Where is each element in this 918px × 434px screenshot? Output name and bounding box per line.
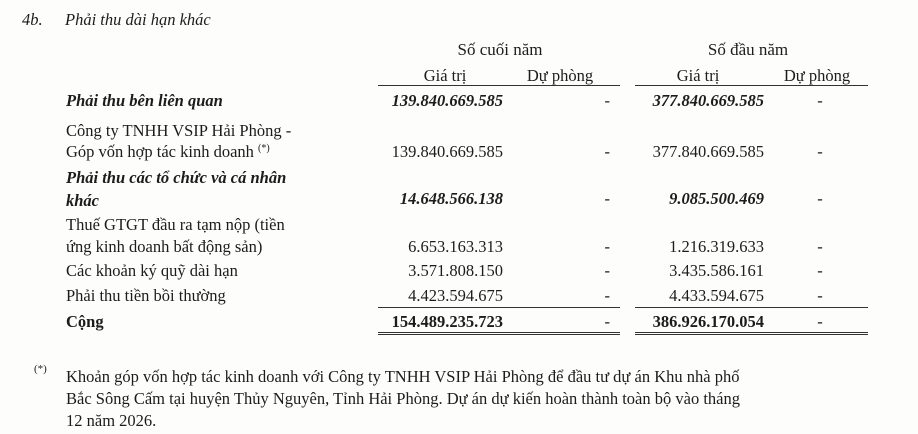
note-mark: (*) [258, 143, 270, 154]
row-label: Các khoản ký quỹ dài hạn [66, 261, 238, 280]
row-begin-provision: - [817, 91, 823, 110]
row-end-value: 14.648.566.138 [399, 189, 503, 208]
row-end-value: 4.423.594.675 [408, 286, 503, 305]
row-begin-value: 377.840.669.585 [652, 142, 764, 161]
row-begin-value: 377.840.669.585 [652, 91, 764, 110]
header-begin-year: Số đầu năm [707, 40, 789, 59]
footnote-mark: (*) [34, 363, 47, 375]
row-end-value: 6.653.163.313 [408, 237, 503, 256]
footnote-line: Khoản góp vốn hợp tác kinh doanh với Công ty TNHH VSIP Hải Phòng để đầu tư dự án Khu nhà phố [66, 367, 740, 386]
row-label-line1: Thuế GTGT đầu ra tạm nộp (tiền [66, 215, 285, 234]
header-underline-begin [635, 85, 868, 86]
row-end-value: 139.840.669.585 [391, 91, 503, 110]
row-begin-value: 3.435.586.161 [669, 261, 764, 280]
header-begin-provision: Dự phòng [783, 66, 851, 85]
header-end-year: Số cuối năm [457, 40, 543, 59]
total-double-line-end [378, 332, 620, 335]
row-label-line2 [66, 142, 270, 162]
section-number: 4b. [22, 10, 43, 29]
row-begin-provision: - [817, 142, 823, 161]
row-label-line2: khác [66, 191, 99, 210]
row-begin-value: 9.085.500.469 [669, 189, 764, 208]
total-end-value: 154.489.235.723 [391, 312, 503, 331]
row-begin-value: 4.433.594.675 [669, 286, 764, 305]
row-label: Góp vốn hợp tác kinh doanh [66, 142, 254, 161]
header-end-provision: Dự phòng [526, 66, 594, 85]
row-label: Phải thu bên liên quan [66, 91, 223, 110]
row-label-line2: ứng kinh doanh bất động sản) [66, 237, 263, 256]
header-end-value: Giá trị [423, 66, 467, 85]
row-end-provision: - [604, 261, 610, 280]
row-label-line1: Công ty TNHH VSIP Hải Phòng - [66, 121, 292, 140]
row-begin-value: 1.216.319.633 [669, 237, 764, 256]
row-end-provision: - [604, 142, 610, 161]
total-begin-value: 386.926.170.054 [652, 312, 764, 331]
row-label: Phải thu tiền bồi thường [66, 286, 226, 305]
footnote-line: 12 năm 2026. [66, 411, 157, 430]
header-begin-value: Giá trị [676, 66, 720, 85]
row-begin-provision: - [817, 286, 823, 305]
row-end-value: 3.571.808.150 [408, 261, 503, 280]
header-underline-end [378, 85, 620, 86]
footnote-line: Bắc Sông Cấm tại huyện Thủy Nguyên, Tỉnh Hải Phòng. Dự án dự kiến hoàn thành toàn bộ vào tháng [66, 389, 740, 408]
total-label: Cộng [66, 312, 104, 331]
row-begin-provision: - [817, 261, 823, 280]
row-end-provision: - [604, 237, 610, 256]
total-end-provision: - [604, 312, 610, 331]
section-title: Phải thu dài hạn khác [65, 10, 211, 29]
row-end-provision: - [604, 189, 610, 208]
row-begin-provision: - [817, 237, 823, 256]
row-end-provision: - [604, 91, 610, 110]
subtotal-line-begin [635, 307, 868, 308]
row-end-provision: - [604, 286, 610, 305]
row-begin-provision: - [817, 189, 823, 208]
row-label-line1: Phải thu các tổ chức và cá nhân [66, 168, 287, 187]
subtotal-line-end [378, 307, 620, 308]
total-double-line-begin [635, 332, 868, 335]
row-end-value: 139.840.669.585 [391, 142, 503, 161]
total-begin-provision: - [817, 312, 823, 331]
